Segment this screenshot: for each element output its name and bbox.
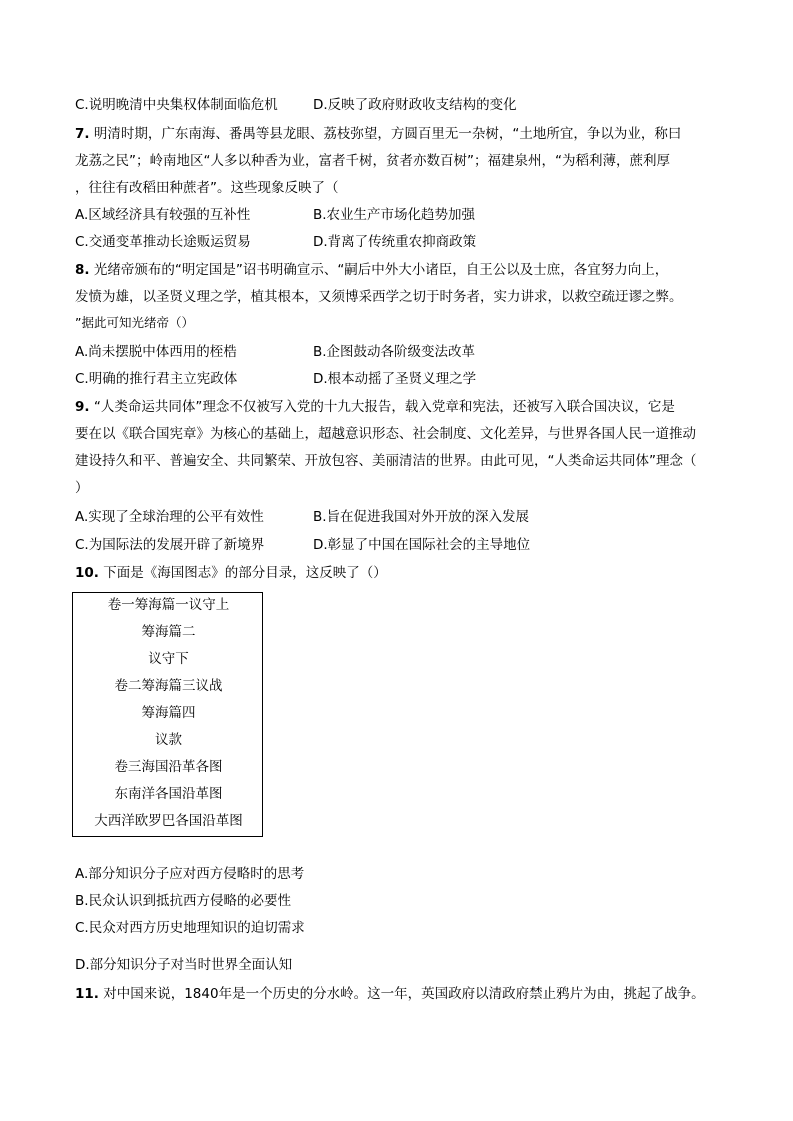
q9-stem-line1	[75, 397, 675, 417]
q7-stem-line1	[75, 124, 681, 144]
toc-entry: 卷二筹海篇三议战	[114, 678, 223, 694]
toc-entry: 筹海篇四	[141, 705, 196, 721]
q10-number: 10.	[75, 565, 99, 581]
q7-option-a: A.区域经济具有较强的互补性	[75, 207, 251, 223]
q6-option-c: C.说明晚清中央集权体制面临危机	[75, 97, 278, 113]
toc-entry: 大西洋欧罗巴各国沿革图	[94, 813, 243, 829]
q9-stem-line4: ）	[75, 480, 89, 496]
q9-option-c: C.为国际法的发展开辟了新境界	[75, 537, 265, 553]
q9-text-1: “人类命运共同体”理念不仅被写入党的十九大报告，载入党章和宪法，还被写入联合国决议，它是	[93, 399, 675, 415]
q7-option-d: D.背离了传统重农抑商政策	[313, 234, 477, 250]
q6-option-d: D.反映了政府财政收支结构的变化	[313, 97, 517, 113]
q8-option-d: D.根本动摇了圣贤义理之学	[313, 371, 477, 387]
q7-stem-line3: ，往往有改稻田种蔗者”。这些现象反映了（	[75, 180, 339, 196]
q8-number: 8.	[75, 262, 90, 278]
q11-text-1: 对中国来说，1840年是一个历史的分水岭。这一年，英国政府以清政府禁止鸦片为由，挑起了战争。	[103, 986, 705, 1002]
q7-text-1: 明清时期，广东南海、番禺等县龙眼、荔枝弥望，方圆百里无一杂树，“土地所宜，争以为业，称曰	[93, 126, 682, 142]
q7-number: 7.	[75, 126, 90, 142]
q10-option-a: A.部分知识分子应对西方侵略时的思考	[75, 866, 305, 882]
q9-option-b: B.旨在促进我国对外开放的深入发展	[313, 509, 530, 525]
q10-option-c: C.民众对西方历史地理知识的迫切需求	[75, 920, 305, 936]
q9-stem-line3: 建设持久和平、普遍安全、共同繁荣、开放包容、美丽清洁的世界。由此可见，“人类命运共同体”理念（	[75, 453, 697, 469]
q8-option-b: B.企图鼓动各阶级变法改革	[313, 344, 476, 360]
q11-number: 11.	[75, 986, 99, 1002]
q8-option-c: C.明确的推行君主立宪政体	[75, 371, 238, 387]
q8-text-1: 光绪帝颁布的“明定国是”诏书明确宣示、“嗣后中外大小诸臣，自王公以及士庶，各宜努力向上，	[93, 262, 669, 278]
toc-entry: 卷一筹海篇一议守上	[107, 597, 230, 613]
q8-option-a: A.尚未摆脱中体西用的桎梏	[75, 344, 237, 360]
q7-stem-line2: 龙荔之民”；岭南地区“人多以种香为业，富者千树，贫者亦数百树”；福建泉州，“为稻利薄，蔗利厚	[75, 153, 670, 169]
q7-option-c: C.交通变革推动长途贩运贸易	[75, 234, 251, 250]
toc-entry: 卷三海国沿革各图	[114, 759, 223, 775]
q8-stem-line2: 发愤为雄，以圣贤义理之学，植其根本，又须博采西学之切于时务者，实力讲求，以救空疏迂谬之弊。	[75, 289, 683, 305]
q7-option-b: B.农业生产市场化趋势加强	[313, 207, 476, 223]
q11-stem-line1	[75, 984, 705, 1004]
q10-option-b: B.民众认识到抵抗西方侵略的必要性	[75, 893, 292, 909]
q10-stem	[75, 563, 387, 583]
q10-option-d: D.部分知识分子对当时世界全面认知	[75, 957, 293, 973]
q8-stem-line3: ”据此可知光绪帝（）	[75, 315, 194, 330]
q9-number: 9.	[75, 399, 90, 415]
toc-entry: 筹海篇二	[141, 624, 196, 640]
q10-text: 下面是《海国图志》的部分目录，这反映了（）	[103, 565, 387, 581]
q9-option-d: D.彰显了中国在国际社会的主导地位	[313, 537, 531, 553]
q9-stem-line2: 要在以《联合国宪章》为核心的基础上，超越意识形态、社会制度、文化差异，与世界各国人民一道推动	[75, 426, 696, 442]
toc-entry: 议守下	[148, 651, 189, 667]
table-of-contents-box	[72, 592, 263, 837]
toc-entry: 东南洋各国沿革图	[114, 786, 223, 802]
q8-stem-line1	[75, 260, 668, 280]
toc-entry: 议款	[155, 732, 182, 748]
q9-option-a: A.实现了全球治理的公平有效性	[75, 509, 264, 525]
